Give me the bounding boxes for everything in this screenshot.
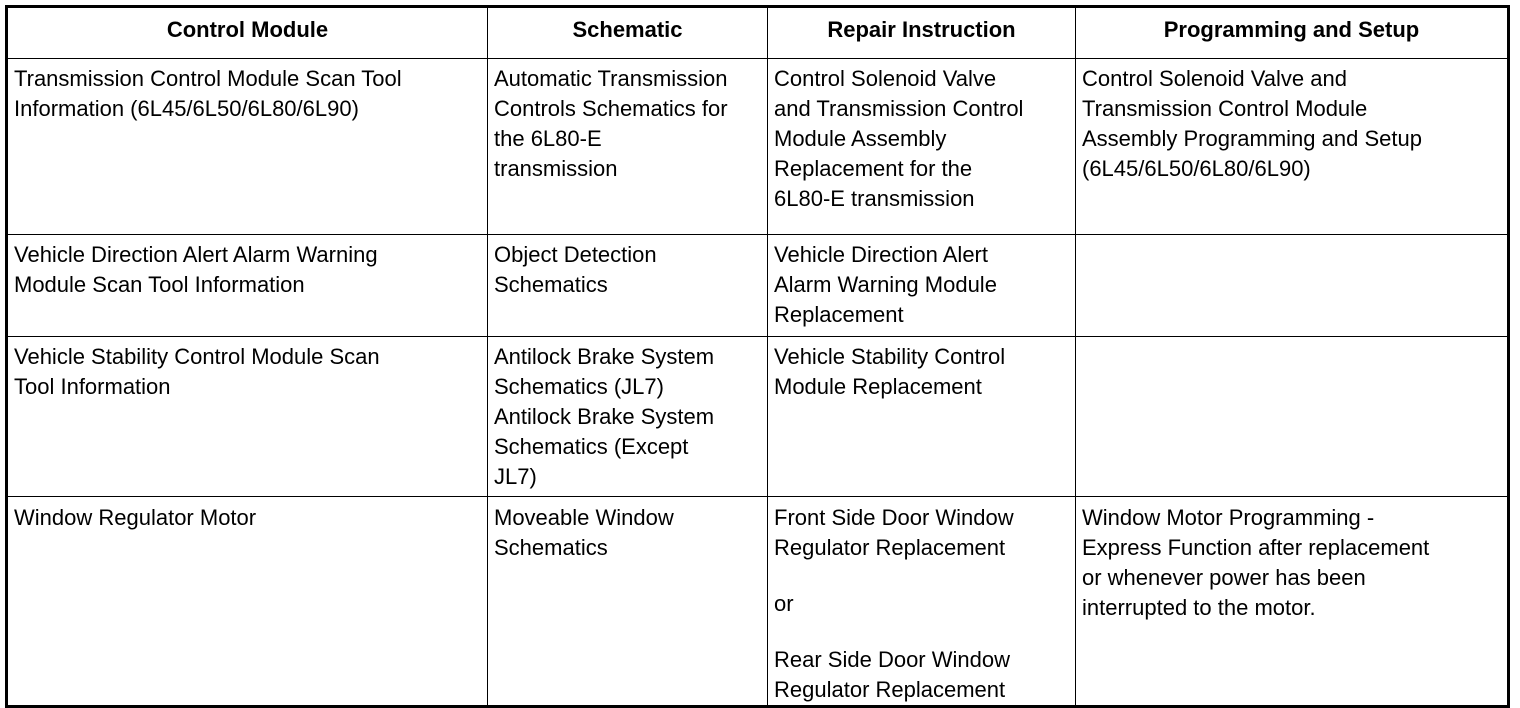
cell-text: Automatic Transmission bbox=[494, 66, 728, 91]
header-repair-instruction: Repair Instruction bbox=[768, 7, 1076, 59]
cell-repair-instruction bbox=[768, 235, 1076, 337]
cell-repair-instruction bbox=[768, 497, 1076, 707]
cell-text: interrupted to the motor. bbox=[1082, 595, 1316, 620]
cell-text: Module Assembly bbox=[774, 126, 947, 151]
header-control-module: Control Module bbox=[7, 7, 488, 59]
cell-text: Antilock Brake System bbox=[494, 404, 715, 429]
cell-control-module bbox=[7, 497, 488, 707]
cell-programming-setup bbox=[1076, 59, 1509, 235]
header-programming-setup: Programming and Setup bbox=[1076, 7, 1509, 59]
cell-text: Vehicle Direction Alert Alarm Warning bbox=[14, 242, 378, 267]
cell-text: Controls Schematics for bbox=[494, 96, 728, 121]
cell-text: Assembly Programming and Setup bbox=[1082, 126, 1422, 151]
cell-text: Transmission Control Module bbox=[1082, 96, 1368, 121]
cell-text: Window Motor Programming - bbox=[1082, 505, 1375, 530]
cell-text: JL7) bbox=[494, 464, 537, 489]
cell-text: or whenever power has been bbox=[1082, 565, 1366, 590]
cell-text: Vehicle Direction Alert bbox=[774, 242, 988, 267]
cell-text: Window Regulator Motor bbox=[14, 505, 257, 530]
cell-text: Module Scan Tool Information bbox=[14, 272, 305, 297]
table-row bbox=[7, 59, 1509, 235]
cell-text: Express Function after replacement bbox=[1082, 535, 1430, 560]
cell-schematic bbox=[488, 497, 768, 707]
spacer bbox=[774, 619, 1069, 645]
cell-text: Moveable Window bbox=[494, 505, 674, 530]
cell-schematic bbox=[488, 59, 768, 235]
table-row bbox=[7, 497, 1509, 707]
cell-text: Schematics bbox=[494, 535, 608, 560]
cell-programming-setup-empty bbox=[1076, 235, 1509, 337]
cell-text: Alarm Warning Module bbox=[774, 272, 997, 297]
cell-text: the 6L80-E bbox=[494, 126, 602, 151]
table-row bbox=[7, 235, 1509, 337]
cell-schematic bbox=[488, 337, 768, 497]
cell-text: Schematics (Except bbox=[494, 434, 689, 459]
cell-text: Replacement bbox=[774, 302, 904, 327]
cell-control-module bbox=[7, 235, 488, 337]
cell-text: transmission bbox=[494, 156, 618, 181]
cell-repair-instruction bbox=[768, 59, 1076, 235]
cell-text: Control Solenoid Valve and bbox=[1082, 66, 1347, 91]
cell-text: Object Detection bbox=[494, 242, 657, 267]
header-row bbox=[7, 7, 1509, 59]
cell-text: Antilock Brake System bbox=[494, 344, 715, 369]
cell-text: 6L80-E transmission bbox=[774, 186, 975, 211]
cell-text: Control Solenoid Valve bbox=[774, 66, 997, 91]
cell-text: Regulator Replacement bbox=[774, 677, 1006, 702]
cell-text: Replacement for the bbox=[774, 156, 973, 181]
cell-control-module bbox=[7, 337, 488, 497]
cell-control-module bbox=[7, 59, 488, 235]
control-module-reference-table bbox=[5, 5, 1510, 708]
cell-text: Schematics (JL7) bbox=[494, 374, 664, 399]
cell-schematic bbox=[488, 235, 768, 337]
header-schematic: Schematic bbox=[488, 7, 768, 59]
cell-text: Rear Side Door Window bbox=[774, 647, 1010, 672]
cell-repair-instruction bbox=[768, 337, 1076, 497]
cell-text: Tool Information bbox=[14, 374, 171, 399]
cell-text: Vehicle Stability Control bbox=[774, 344, 1006, 369]
cell-text: Vehicle Stability Control Module Scan bbox=[14, 344, 380, 369]
cell-text: Transmission Control Module Scan Tool bbox=[14, 66, 402, 91]
cell-text: or bbox=[774, 591, 794, 616]
cell-text: and Transmission Control bbox=[774, 96, 1024, 121]
cell-text: (6L45/6L50/6L80/6L90) bbox=[1082, 156, 1311, 181]
table-row bbox=[7, 337, 1509, 497]
cell-text: Schematics bbox=[494, 272, 608, 297]
spacer bbox=[774, 563, 1069, 589]
cell-text: Information (6L45/6L50/6L80/6L90) bbox=[14, 96, 359, 121]
cell-text: Front Side Door Window bbox=[774, 505, 1014, 530]
cell-programming-setup-empty bbox=[1076, 337, 1509, 497]
cell-programming-setup bbox=[1076, 497, 1509, 707]
cell-text: Module Replacement bbox=[774, 374, 982, 399]
cell-text: Regulator Replacement bbox=[774, 535, 1006, 560]
